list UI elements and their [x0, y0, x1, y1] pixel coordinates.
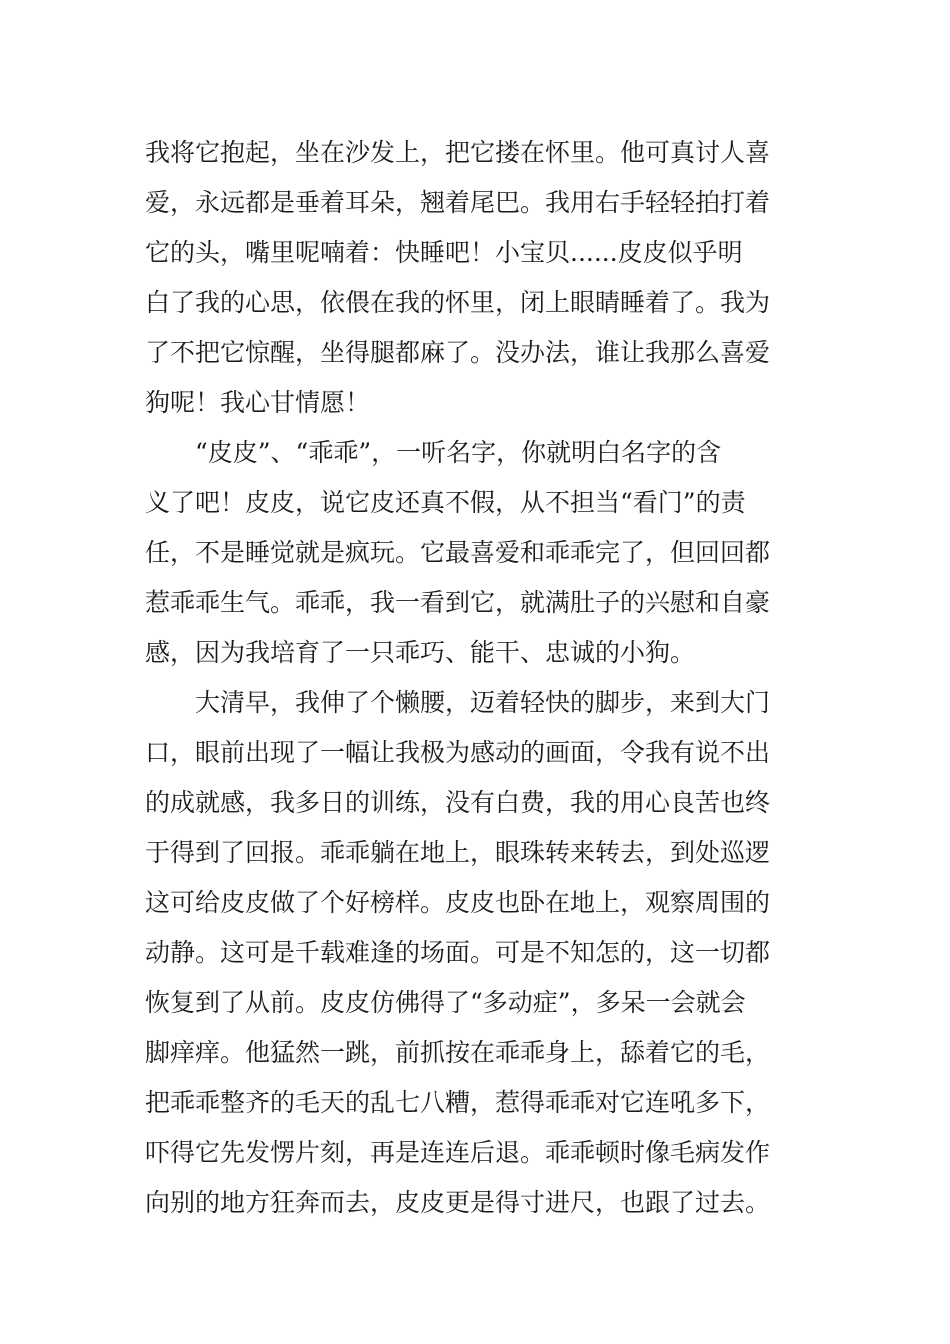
text-line: 把乖乖整齐的毛天的乱七八糟，惹得乖乖对它连吼多下，: [145, 1088, 771, 1117]
body-text: [145, 128, 810, 1228]
text-line: 义了吧！皮皮，说它皮还真不假，从不担当“看门”的责: [145, 488, 746, 517]
text-line: 爱，永远都是垂着耳朵，翘着尾巴。我用右手轻轻拍打着: [145, 188, 771, 217]
text-line: 动静。这可是千载难逢的场面。可是不知怎的，这一切都: [145, 938, 771, 967]
text-line: 脚痒痒。他猛然一跳，前抓按在乖乖身上，舔着它的毛，: [145, 1038, 771, 1067]
text-line: 大清早，我伸了个懒腰，迈着轻快的脚步，来到大门: [145, 688, 771, 717]
text-line: 惹乖乖生气。乖乖，我一看到它，就满肚子的兴慰和自豪: [145, 588, 771, 617]
text-line: 于得到了回报。乖乖躺在地上，眼珠转来转去，到处巡逻: [145, 838, 771, 867]
text-line: 的成就感，我多日的训练，没有白费，我的用心良苦也终: [145, 788, 771, 817]
text-line: 口，眼前出现了一幅让我极为感动的画面，令我有说不出: [145, 738, 771, 767]
text-line: 了不把它惊醒，坐得腿都麻了。没办法，谁让我那么喜爱: [145, 338, 771, 367]
text-line: “皮皮”、“乖乖”，一听名字，你就明白名字的含: [145, 438, 722, 467]
text-line: 任，不是睡觉就是疯玩。它最喜爱和乖乖完了，但回回都: [145, 538, 771, 567]
text-line: 感，因为我培育了一只乖巧、能干、忠诚的小狗。: [145, 638, 696, 667]
text-line: 狗呢！我心甘情愿！: [145, 388, 371, 417]
text-line: 恢复到了从前。皮皮仿佛得了“多动症”，多呆一会就会: [145, 988, 746, 1017]
text-line: 这可给皮皮做了个好榜样。皮皮也卧在地上，观察周围的: [145, 888, 771, 917]
text-line: 我将它抱起，坐在沙发上，把它搂在怀里。他可真讨人喜: [145, 138, 771, 167]
text-line: 它的头，嘴里呢喃着：快睡吧！小宝贝......皮皮似乎明: [145, 238, 743, 267]
text-line: 白了我的心思，依偎在我的怀里，闭上眼睛睡着了。我为: [145, 288, 771, 317]
text-line: 向别的地方狂奔而去，皮皮更是得寸进尺，也跟了过去。: [145, 1188, 771, 1217]
text-line: 吓得它先发愣片刻，再是连连后退。乖乖顿时像毛病发作: [145, 1138, 771, 1167]
